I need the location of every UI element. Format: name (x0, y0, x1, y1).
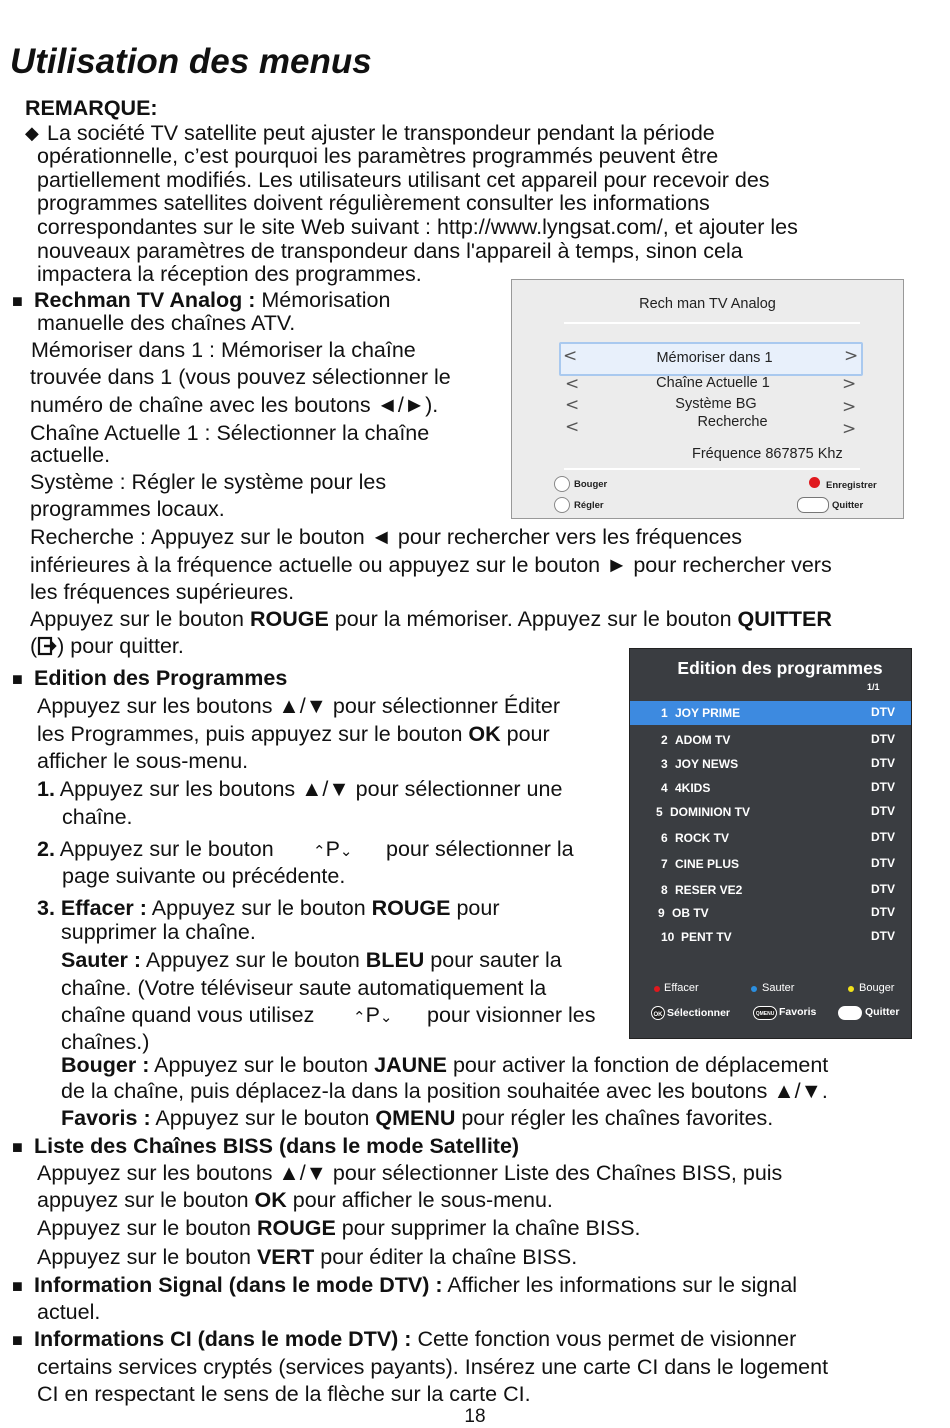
move-button-icon (554, 476, 570, 492)
analog-line: ( ) pour quitter. (30, 634, 184, 661)
hint-quit: Quitter (865, 1006, 900, 1018)
channel-number: 1 (661, 706, 668, 720)
hint-delete: Effacer (664, 982, 699, 994)
osd-item-search[interactable]: Recherche (697, 414, 768, 430)
osd-item-system[interactable]: Système BG (675, 396, 757, 412)
edition-line: Bouger : Appuyez sur le bouton JAUNE pour activer la fonction de déplacement (61, 1053, 829, 1077)
edition-line: chaîne quand vous utilisez (61, 1003, 315, 1027)
exit-button-icon (838, 1006, 862, 1020)
note-line: partiellement modifiés. Les utilisateurs utilisant cet appareil pour recevoir des (37, 168, 770, 192)
red-button-icon (809, 477, 820, 488)
osd-page-count: 1/1 (867, 682, 880, 692)
edition-line: page suivante ou précédente. (62, 864, 346, 888)
channel-row[interactable] (630, 752, 911, 776)
hint-quit: Quitter (832, 500, 864, 511)
edition-line: afficher le sous-menu. (37, 749, 249, 773)
channel-name: JOY PRIME (675, 706, 741, 720)
edition-line: pour visionner les (427, 1003, 596, 1027)
channel-name: CINE PLUS (675, 857, 740, 871)
analog-line: inférieures à la fréquence actuelle ou appuyez sur le bouton ► pour rechercher vers (30, 553, 832, 577)
red-button-icon (654, 986, 660, 992)
channel-name: JOY NEWS (675, 757, 739, 771)
channel-type: DTV (871, 882, 895, 896)
hint-select: Sélectionner (667, 1007, 731, 1019)
channel-type: DTV (871, 905, 895, 919)
edition-step: 3. Effacer : Appuyez sur le bouton ROUGE pour (37, 896, 500, 920)
hint-save: Enregistrer (826, 480, 877, 491)
edition-step: 2. Appuyez sur le bouton (37, 837, 274, 861)
note-heading: REMARQUE: (25, 96, 158, 120)
channel-name: ROCK TV (675, 831, 729, 845)
channel-row[interactable] (630, 925, 911, 949)
channel-row[interactable] (630, 800, 911, 824)
channel-type: DTV (871, 705, 895, 719)
diamond-bullet-icon: ◆ (25, 123, 39, 143)
channel-type: DTV (871, 732, 895, 746)
channel-number: 9 (658, 906, 665, 920)
channel-number: 8 (661, 883, 668, 897)
program-edit-osd (629, 648, 912, 1039)
biss-line: Appuyez sur le bouton ROUGE pour supprimer la chaîne BISS. (37, 1216, 641, 1240)
edition-line: Appuyez sur les boutons ▲/▼ pour sélectionner Éditer (37, 694, 561, 718)
channel-number: 7 (661, 857, 668, 871)
page-number: 18 (464, 1406, 486, 1427)
chevron-right-icon[interactable]: > (842, 419, 857, 439)
ok-button-icon: OK (651, 1006, 665, 1020)
channel-row[interactable] (630, 701, 911, 725)
ci-line: CI en respectant le sens de la flèche sur la carte CI. (37, 1382, 531, 1406)
analog-line: numéro de chaîne avec les boutons ◄/►). (30, 393, 439, 417)
blue-button-icon (751, 986, 757, 992)
channel-row[interactable] (630, 776, 911, 800)
exit-icon (37, 636, 57, 661)
divider (564, 322, 860, 324)
chevron-left-icon[interactable]: < (563, 346, 578, 366)
square-bullet-icon: ■ (12, 669, 23, 689)
biss-line: Appuyez sur les boutons ▲/▼ pour sélectionner Liste des Chaînes BISS, puis (37, 1161, 783, 1185)
analog-line: manuelle des chaînes ATV. (37, 311, 296, 335)
channel-type: DTV (871, 830, 895, 844)
channel-type: DTV (871, 856, 895, 870)
ci-line: certains services cryptés (services payants). Insérez une carte CI dans le logement (37, 1355, 829, 1379)
channel-number: 2 (661, 733, 668, 747)
edition-heading: Edition des Programmes (34, 666, 288, 690)
analog-line: Recherche : Appuyez sur le bouton ◄ pour rechercher vers les fréquences (30, 525, 743, 549)
chevron-right-icon[interactable]: > (842, 374, 857, 394)
hint-favorites: Favoris (779, 1006, 817, 1018)
edition-line: de la chaîne, puis déplacez-la dans la position souhaitée avec les boutons ▲/▼. (61, 1079, 828, 1103)
channel-name: ADOM TV (675, 733, 731, 747)
chevron-left-icon[interactable]: < (565, 395, 580, 415)
page-title: Utilisation des menus (10, 42, 372, 81)
edition-line: Favoris : Appuyez sur le bouton QMENU pour régler les chaînes favorites. (61, 1106, 774, 1130)
biss-heading: Liste des Chaînes BISS (dans le mode Satellite) (34, 1134, 520, 1158)
channel-number: 6 (661, 831, 668, 845)
osd-item-current-channel[interactable]: Chaîne Actuelle 1 (656, 375, 770, 391)
channel-number: 4 (661, 781, 668, 795)
chevron-left-icon[interactable]: < (565, 417, 580, 437)
edition-line: supprimer la chaîne. (61, 920, 256, 944)
edition-step: 1. Appuyez sur les boutons ▲/▼ pour sélectionner une (37, 777, 563, 801)
analog-line: programmes locaux. (30, 497, 225, 521)
analog-line: les fréquences supérieures. (30, 580, 295, 604)
channel-name: OB TV (672, 906, 709, 920)
note-line: nouveaux paramètres de transpondeur dans l'appareil à temps, sinon cela (37, 239, 743, 263)
square-bullet-icon: ■ (12, 1330, 23, 1350)
adjust-button-icon (554, 497, 570, 513)
note-line: La société TV satellite peut ajuster le transpondeur pendant la période (47, 121, 715, 145)
page-up-down-icon: ⌃P⌄ (313, 837, 353, 861)
note-line: correspondantes sur le site Web suivant : http://www.lyngsat.com/, et ajouter les (37, 215, 798, 239)
hint-adjust: Régler (574, 500, 604, 511)
chevron-right-icon[interactable]: > (844, 346, 859, 366)
analog-line: Appuyez sur le bouton ROUGE pour la mémoriser. Appuyez sur le bouton QUITTER (30, 607, 832, 631)
note-line: impactera la réception des programmes. (37, 262, 422, 286)
channel-type: DTV (871, 804, 895, 818)
edition-line: Sauter : Appuyez sur le bouton BLEU pour sauter la (61, 948, 562, 972)
edition-line: chaîne. (62, 805, 133, 829)
analog-line: Mémoriser dans 1 : Mémoriser la chaîne (31, 338, 416, 362)
biss-line: Appuyez sur le bouton VERT pour éditer la chaîne BISS. (37, 1245, 578, 1269)
analog-line: trouvée dans 1 (vous pouvez sélectionner le (30, 365, 451, 389)
channel-row[interactable] (630, 901, 911, 925)
biss-line: appuyez sur le bouton OK pour afficher le sous-menu. (37, 1188, 553, 1212)
note-line: programmes satellites doivent régulièrement consulter les informations (37, 191, 710, 215)
channel-row[interactable] (630, 878, 911, 902)
signal-line: actuel. (37, 1300, 101, 1324)
note-line: opérationnelle, c’est pourquoi les paramètres programmés peuvent être (37, 144, 719, 168)
channel-name: RESER VE2 (675, 883, 743, 897)
square-bullet-icon: ■ (12, 1276, 23, 1296)
qmenu-button-icon: QMENU (753, 1006, 777, 1020)
channel-name: PENT TV (681, 930, 732, 944)
channel-row[interactable] (630, 728, 911, 752)
analog-line: Chaîne Actuelle 1 : Sélectionner la chaîne (30, 421, 430, 445)
hint-skip: Sauter (762, 982, 795, 994)
edition-line: les Programmes, puis appuyez sur le bouton OK pour (37, 722, 550, 746)
analog-tv-osd (511, 279, 904, 519)
signal-heading: Information Signal (dans le mode DTV) : Afficher les informations sur le signal (34, 1273, 798, 1297)
osd-item-memorize[interactable]: Mémoriser dans 1 (656, 350, 773, 366)
osd-frequency: Fréquence 867875 Khz (692, 446, 843, 462)
divider (564, 468, 860, 470)
channel-type: DTV (871, 929, 895, 943)
ci-heading: Informations CI (dans le mode DTV) : Cette fonction vous permet de visionner (34, 1327, 797, 1351)
analog-line: Système : Régler le système pour les (30, 470, 387, 494)
channel-number: 10 (661, 930, 675, 944)
edition-line: pour sélectionner la (386, 837, 574, 861)
osd-title: Rech man TV Analog (639, 296, 776, 312)
analog-heading: Rechman TV Analog : Mémorisation (34, 288, 391, 312)
channel-row[interactable] (630, 826, 911, 850)
square-bullet-icon: ■ (12, 1137, 23, 1157)
chevron-right-icon[interactable]: > (842, 397, 857, 417)
channel-type: DTV (871, 780, 895, 794)
channel-row[interactable] (630, 852, 911, 876)
osd-title: Edition des programmes (677, 658, 883, 678)
channel-number: 3 (661, 757, 668, 771)
page-up-down-icon: ⌃P⌄ (353, 1003, 393, 1027)
square-bullet-icon: ■ (12, 291, 23, 311)
edition-line: chaîne. (Votre téléviseur saute automatiquement la (61, 976, 547, 1000)
yellow-button-icon (848, 986, 854, 992)
exit-button-icon (797, 497, 829, 513)
channel-name: 4KIDS (675, 781, 711, 795)
analog-line: actuelle. (30, 443, 111, 467)
hint-move: Bouger (859, 982, 895, 994)
channel-name: DOMINION TV (670, 805, 750, 819)
chevron-left-icon[interactable]: < (565, 374, 580, 394)
hint-move: Bouger (574, 479, 608, 490)
channel-number: 5 (656, 805, 663, 819)
edition-line: chaînes.) (61, 1030, 150, 1054)
channel-type: DTV (871, 756, 895, 770)
